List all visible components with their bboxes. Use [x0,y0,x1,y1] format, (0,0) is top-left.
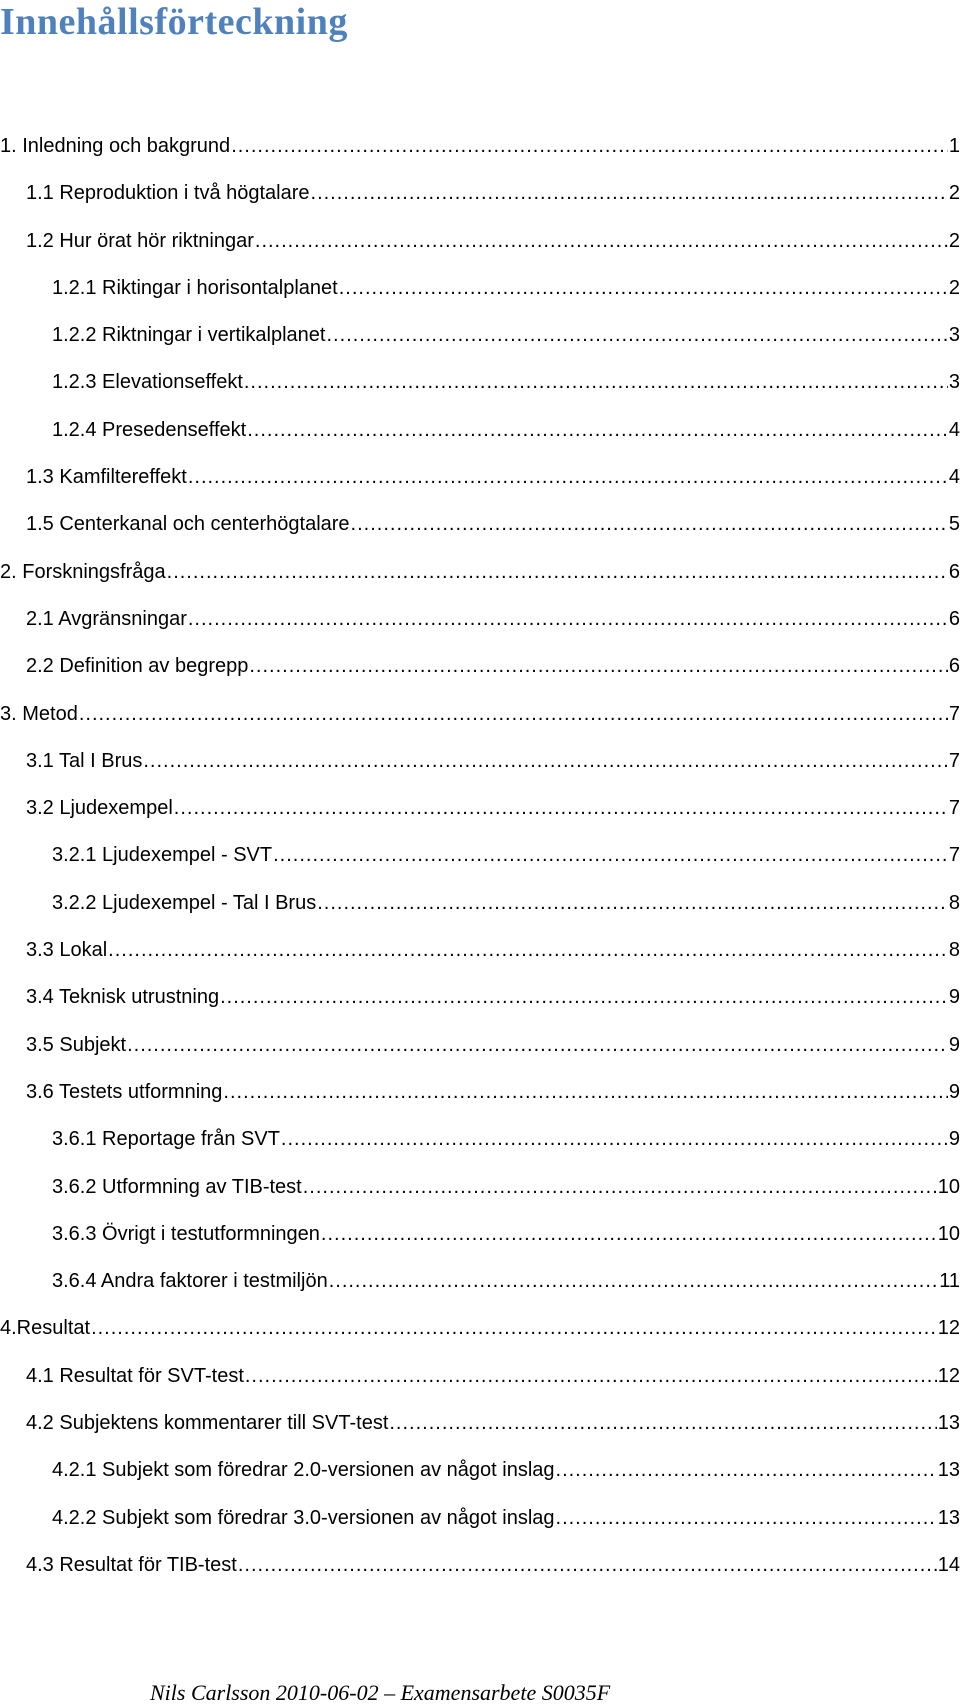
toc-entry-label: 1.1 Reproduktion i två högtalare [26,182,310,205]
toc-dot-leader [329,1269,939,1293]
toc-entry[interactable] [0,654,960,701]
toc-entry[interactable] [0,465,960,512]
toc-entry[interactable] [0,749,960,796]
toc-entry-label: 2.1 Avgränsningar [26,607,187,630]
toc-dot-leader [127,1033,948,1057]
toc-entry-page-number: 14 [937,1553,960,1576]
toc-entry-label: 3.6 Testets utformning [26,1080,223,1103]
toc-entry-page-number: 12 [937,1364,960,1387]
toc-entry[interactable] [0,891,960,938]
toc-entry-page-number: 6 [948,560,960,583]
toc-dot-leader [108,938,948,962]
toc-entry-label: 3.2 Ljudexempel [26,797,173,820]
toc-entry[interactable] [0,1127,960,1174]
toc-entry[interactable] [0,276,960,323]
toc-entry-page-number: 4 [948,418,960,441]
table-of-contents [0,134,960,1600]
toc-entry-label: 3. Metod [0,702,78,725]
toc-entry[interactable] [0,985,960,1032]
toc-entry-label: 1.5 Centerkanal och centerhögtalare [26,513,350,536]
toc-entry[interactable] [0,607,960,654]
toc-entry-page-number: 13 [937,1459,960,1482]
toc-entry-page-number: 13 [937,1506,960,1529]
toc-entry-label: 3.2.1 Ljudexempel - SVT [52,844,273,867]
toc-dot-leader [303,1175,937,1199]
toc-dot-leader [247,418,948,442]
toc-dot-leader [273,843,948,867]
toc-dot-leader [281,1127,948,1151]
page-title: Innehållsförteckning [0,1,348,43]
toc-dot-leader [244,370,948,394]
toc-dot-leader [174,796,948,820]
toc-entry-label: 1.2 Hur örat hör riktningar [26,229,254,252]
toc-entry-page-number: 12 [937,1317,960,1340]
toc-entry-page-number: 8 [948,939,960,962]
toc-entry-page-number: 6 [948,607,960,630]
toc-entry-page-number: 10 [937,1222,960,1245]
toc-entry-label: 3.4 Teknisk utrustning [26,986,220,1009]
toc-entry[interactable] [0,1553,960,1600]
toc-entry[interactable] [0,418,960,465]
toc-dot-leader [167,560,948,584]
toc-dot-leader [188,607,948,631]
toc-entry-label: 3.6.4 Andra faktorer i testmiljön [52,1270,328,1293]
toc-dot-leader [231,134,948,158]
toc-entry[interactable] [0,1269,960,1316]
toc-entry-page-number: 1 [948,135,960,157]
toc-entry-label: 1.2.2 Riktningar i vertikalplanet [52,324,326,347]
toc-entry-label: 2.2 Definition av begrepp [26,655,249,678]
toc-dot-leader [556,1458,937,1482]
toc-entry[interactable] [0,229,960,276]
toc-entry-label: 3.6.1 Reportage från SVT [52,1128,280,1151]
toc-entry-label: 1. Inledning och bakgrund [0,135,231,157]
toc-entry-page-number: 2 [948,182,960,205]
toc-entry[interactable] [0,1364,960,1411]
toc-entry-page-number: 7 [948,749,960,772]
toc-entry[interactable] [0,1316,960,1363]
toc-entry[interactable] [0,1175,960,1222]
toc-dot-leader [339,276,948,300]
toc-entry[interactable] [0,938,960,985]
toc-entry[interactable] [0,702,960,749]
toc-entry-page-number: 9 [948,1128,960,1151]
toc-entry-page-number: 7 [948,844,960,867]
toc-entry-page-number: 7 [948,797,960,820]
toc-entry-label: 2. Forskningsfråga [0,560,166,583]
toc-entry-page-number: 8 [948,891,960,914]
toc-entry-page-number: 5 [948,513,960,536]
toc-entry-page-number: 13 [937,1412,960,1435]
toc-entry-label: 1.3 Kamfiltereffekt [26,466,187,489]
toc-entry-label: 4.3 Resultat för TIB-test [26,1553,237,1576]
toc-dot-leader [223,1080,947,1104]
toc-dot-leader [249,654,948,678]
toc-entry-page-number: 9 [948,1080,960,1103]
toc-entry[interactable] [0,560,960,607]
toc-entry-page-number: 7 [948,702,960,725]
toc-dot-leader [389,1411,936,1435]
toc-entry-page-number: 11 [939,1270,960,1293]
toc-entry-label: 4.2.2 Subjekt som föredrar 3.0-versionen av något inslag [52,1506,555,1529]
toc-dot-leader [143,749,948,773]
toc-entry[interactable] [0,181,960,228]
toc-entry-page-number: 9 [948,986,960,1009]
toc-entry[interactable] [0,843,960,890]
toc-entry-label: 4.2 Subjektens kommentarer till SVT-test [26,1412,389,1435]
toc-dot-leader [91,1316,937,1340]
toc-dot-leader [326,323,947,347]
toc-entry-label: 1.2.1 Riktingar i horisontalplanet [52,276,338,299]
toc-entry[interactable] [0,1033,960,1080]
toc-entry-label: 1.2.4 Presedenseffekt [52,418,247,441]
toc-dot-leader [317,891,948,915]
toc-dot-leader [556,1506,937,1530]
toc-dot-leader [79,702,948,726]
toc-entry-label: 3.2.2 Ljudexempel - Tal I Brus [52,891,317,914]
toc-dot-leader [255,229,948,253]
toc-entry[interactable] [0,134,960,181]
toc-entry-page-number: 9 [948,1033,960,1056]
toc-entry-label: 3.1 Tal I Brus [26,749,143,772]
toc-entry[interactable] [0,1458,960,1505]
toc-entry-label: 3.6.2 Utformning av TIB-test [52,1175,302,1198]
toc-entry-page-number: 4 [948,466,960,489]
toc-entry[interactable] [0,370,960,417]
toc-entry[interactable] [0,512,960,559]
toc-entry-label: 3.3 Lokal [26,939,108,962]
toc-dot-leader [188,465,948,489]
page-footer: Nils Carlsson 2010-06-02 – Examensarbete S0035F [150,1680,611,1705]
toc-entry-page-number: 6 [948,655,960,678]
toc-entry[interactable] [0,796,960,843]
toc-entry-label: 4.1 Resultat för SVT-test [26,1364,244,1387]
toc-entry[interactable] [0,1411,960,1458]
toc-entry-page-number: 2 [948,276,960,299]
toc-entry-page-number: 10 [937,1175,960,1198]
toc-dot-leader [351,512,948,536]
toc-dot-leader [321,1222,937,1246]
toc-entry-page-number: 2 [948,229,960,252]
toc-entry-label: 1.2.3 Elevationseffekt [52,371,243,394]
toc-dot-leader [220,985,948,1009]
toc-entry[interactable] [0,323,960,370]
toc-entry-label: 3.6.3 Övrigt i testutformningen [52,1222,320,1245]
toc-entry-label: 4.Resultat [0,1317,91,1340]
toc-entry[interactable] [0,1080,960,1127]
toc-dot-leader [245,1364,937,1388]
toc-entry[interactable] [0,1222,960,1269]
toc-entry-label: 3.5 Subjekt [26,1033,127,1056]
toc-entry-label: 4.2.1 Subjekt som föredrar 2.0-versionen av något inslag [52,1459,555,1482]
toc-entry-page-number: 3 [948,371,960,394]
toc-entry-page-number: 3 [948,324,960,347]
toc-dot-leader [311,181,948,205]
toc-dot-leader [238,1553,937,1577]
toc-entry[interactable] [0,1506,960,1553]
